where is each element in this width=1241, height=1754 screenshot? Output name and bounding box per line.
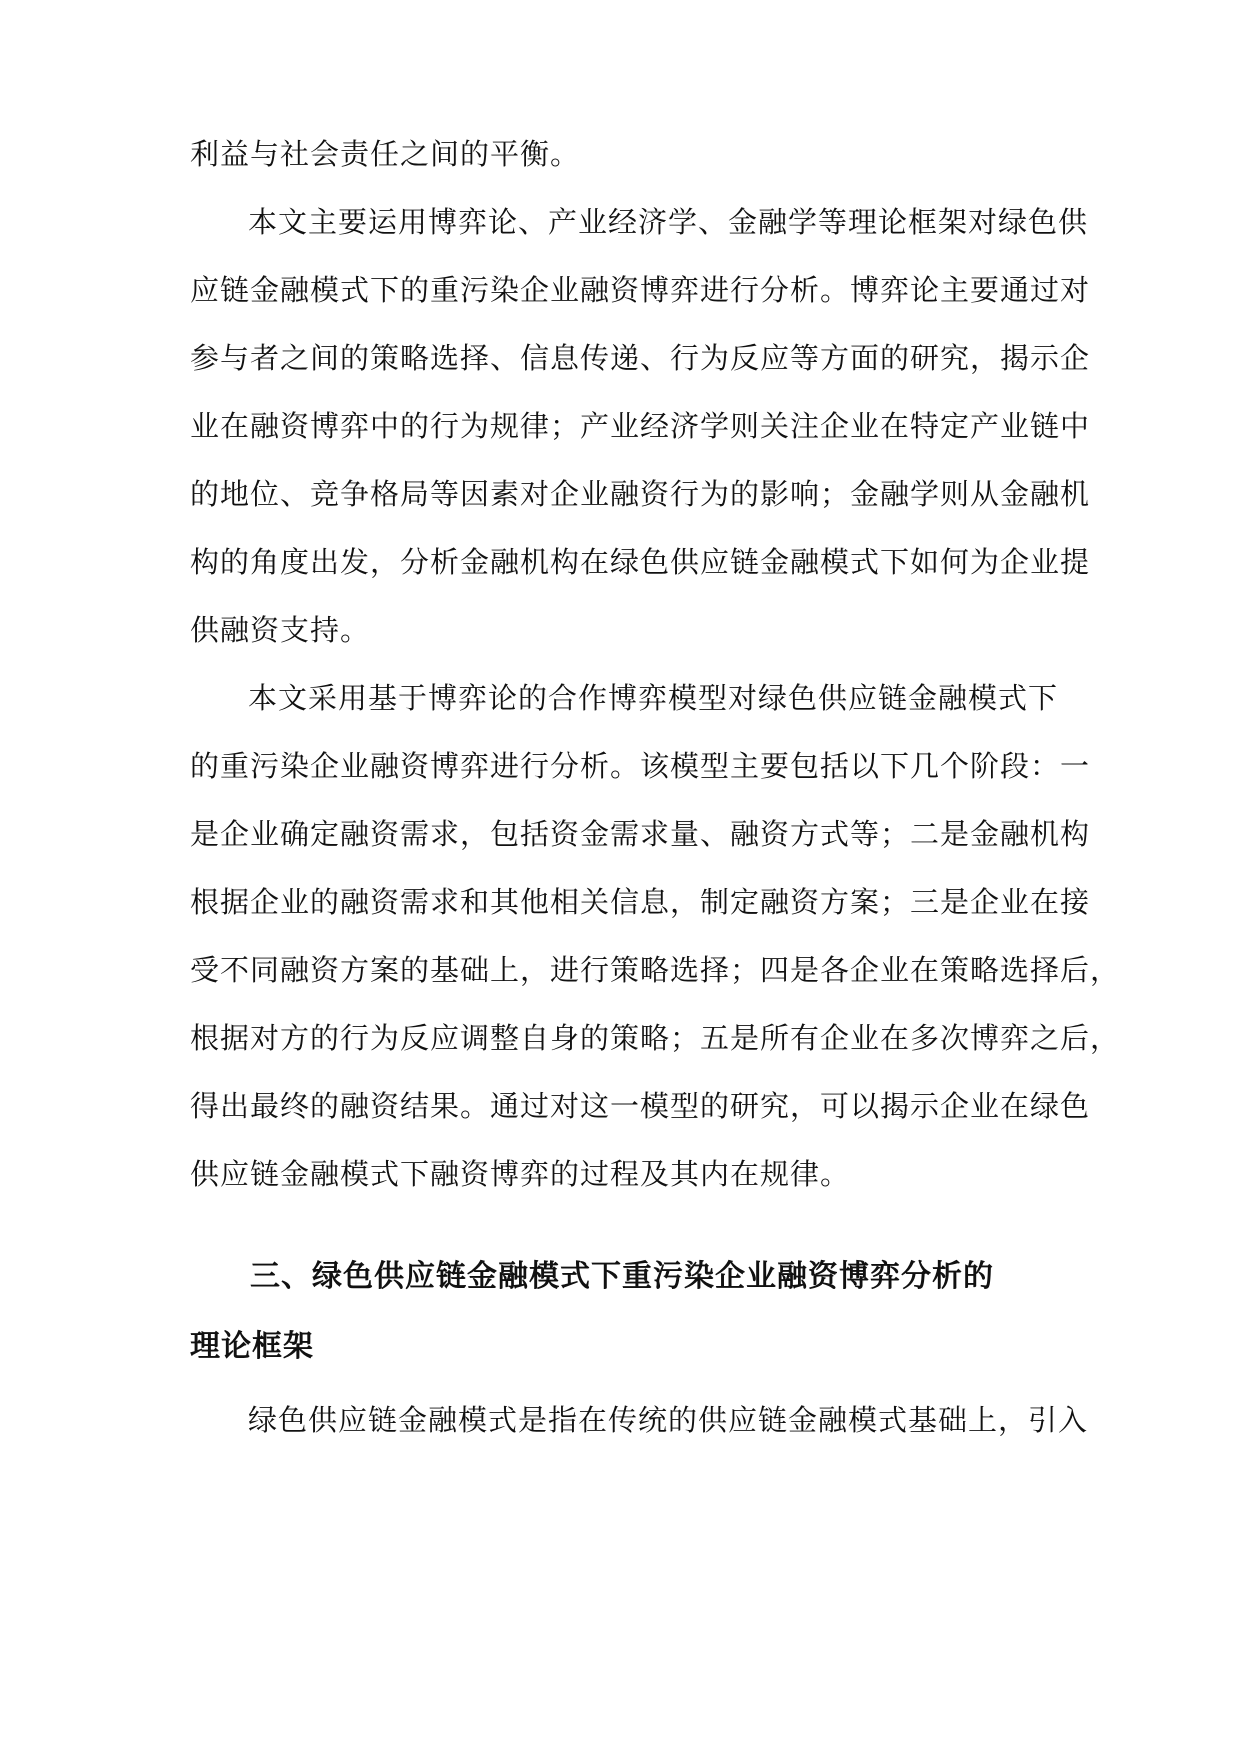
- paragraph-model-line-7: 得出最终的融资结果。通过对这一模型的研究，可以揭示企业在绿色: [190, 1089, 1091, 1123]
- paragraph-model-line-4: 根据企业的融资需求和其他相关信息，制定融资方案；三是企业在接: [190, 885, 1091, 919]
- paragraph-model-line-1: 本文采用基于博弈论的合作博弈模型对绿色供应链金融模式下: [248, 681, 1059, 715]
- paragraph-model-line-8: 供应链金融模式下融资博弈的过程及其内在规律。: [190, 1157, 851, 1191]
- section-heading-line-1: 三、绿色供应链金融模式下重污染企业融资博弈分析的: [250, 1259, 994, 1294]
- paragraph-theory-line-5: 的地位、竞争格局等因素对企业融资行为的影响；金融学则从金融机: [190, 477, 1091, 511]
- paragraph-continuation-line: 利益与社会责任之间的平衡。: [190, 137, 581, 171]
- paragraph-model-line-5: 受不同融资方案的基础上，进行策略选择；四是各企业在策略选择后，: [190, 953, 1121, 987]
- paragraph-theory-line-2: 应链金融模式下的重污染企业融资博弈进行分析。博弈论主要通过对: [190, 273, 1091, 307]
- paragraph-theory-line-1: 本文主要运用博弈论、产业经济学、金融学等理论框架对绿色供: [248, 205, 1089, 239]
- paragraph-theory-line-3: 参与者之间的策略选择、信息传递、行为反应等方面的研究，揭示企: [190, 341, 1091, 375]
- paragraph-theory-line-6: 构的角度出发，分析金融机构在绿色供应链金融模式下如何为企业提: [190, 545, 1091, 579]
- paragraph-definition-line-1: 绿色供应链金融模式是指在传统的供应链金融模式基础上，引入: [248, 1403, 1089, 1437]
- paragraph-model-line-2: 的重污染企业融资博弈进行分析。该模型主要包括以下几个阶段：一: [190, 749, 1091, 783]
- paragraph-theory-line-7: 供融资支持。: [190, 613, 371, 647]
- paragraph-theory-line-4: 业在融资博弈中的行为规律；产业经济学则关注企业在特定产业链中: [190, 409, 1091, 443]
- section-heading-line-2: 理论框架: [190, 1329, 314, 1364]
- paragraph-model-line-3: 是企业确定融资需求，包括资金需求量、融资方式等；二是金融机构: [190, 817, 1091, 851]
- paragraph-model-line-6: 根据对方的行为反应调整自身的策略；五是所有企业在多次博弈之后，: [190, 1021, 1121, 1055]
